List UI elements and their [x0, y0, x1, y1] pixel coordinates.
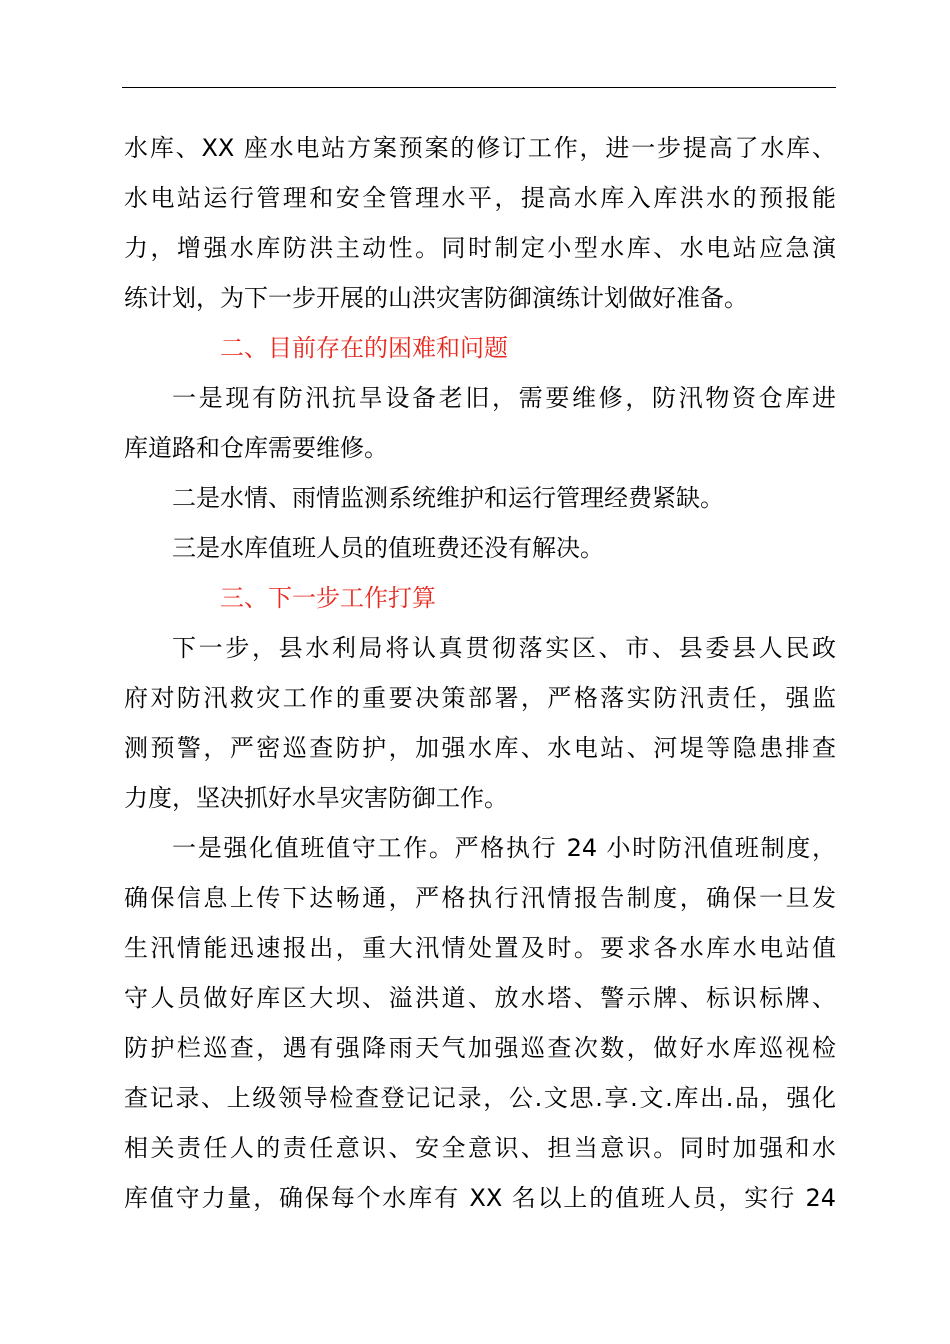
document-body [124, 123, 836, 1223]
text-line: 水电站运行管理和安全管理水平，提高水库入库洪水的预报能 [124, 184, 836, 212]
text-line: 防护栏巡查，遇有强降雨天气加强巡查次数，做好水库巡视检 [124, 1034, 836, 1062]
text-line: 三是水库值班人员的值班费还没有解决。 [172, 534, 604, 562]
text-line: 守人员做好库区大坝、溢洪道、放水塔、警示牌、标识标牌、 [124, 984, 836, 1012]
text-line: 一是强化值班值守工作。严格执行 24 小时防汛值班制度， [172, 834, 836, 862]
section-heading-3: 三、下一步工作打算 [220, 584, 436, 612]
text-line: 二是水情、雨情监测系统维护和运行管理经费紧缺。 [172, 484, 724, 512]
text-line: 水库、XX 座水电站方案预案的修订工作，进一步提高了水库、 [124, 134, 836, 162]
text-line: 下一步，县水利局将认真贯彻落实区、市、县委县人民政 [172, 634, 836, 662]
text-line: 力度，坚决抓好水旱灾害防御工作。 [124, 784, 508, 812]
text-line: 测预警，严密巡查防护，加强水库、水电站、河堤等隐患排查 [124, 734, 836, 762]
text-line: 确保信息上传下达畅通，严格执行汛情报告制度，确保一旦发 [124, 884, 836, 912]
text-line: 力，增强水库防洪主动性。同时制定小型水库、水电站应急演 [124, 234, 836, 262]
text-line: 一是现有防汛抗旱设备老旧，需要维修，防汛物资仓库进 [172, 384, 836, 412]
text-line: 查记录、上级领导检查登记记录，公.文思.享.文.库出.品，强化 [124, 1084, 836, 1112]
text-line: 府对防汛救灾工作的重要决策部署，严格落实防汛责任，强监 [124, 684, 836, 712]
text-line: 相关责任人的责任意识、安全意识、担当意识。同时加强和水 [124, 1134, 836, 1162]
text-line: 练计划，为下一步开展的山洪灾害防御演练计划做好准备。 [124, 284, 748, 312]
text-line: 库道路和仓库需要维修。 [124, 434, 388, 462]
text-line: 库值守力量，确保每个水库有 XX 名以上的值班人员，实行 24 [124, 1184, 836, 1212]
section-heading-2: 二、目前存在的困难和问题 [220, 334, 508, 362]
header-rule [122, 87, 836, 88]
text-line: 生汛情能迅速报出，重大汛情处置及时。要求各水库水电站值 [124, 934, 836, 962]
